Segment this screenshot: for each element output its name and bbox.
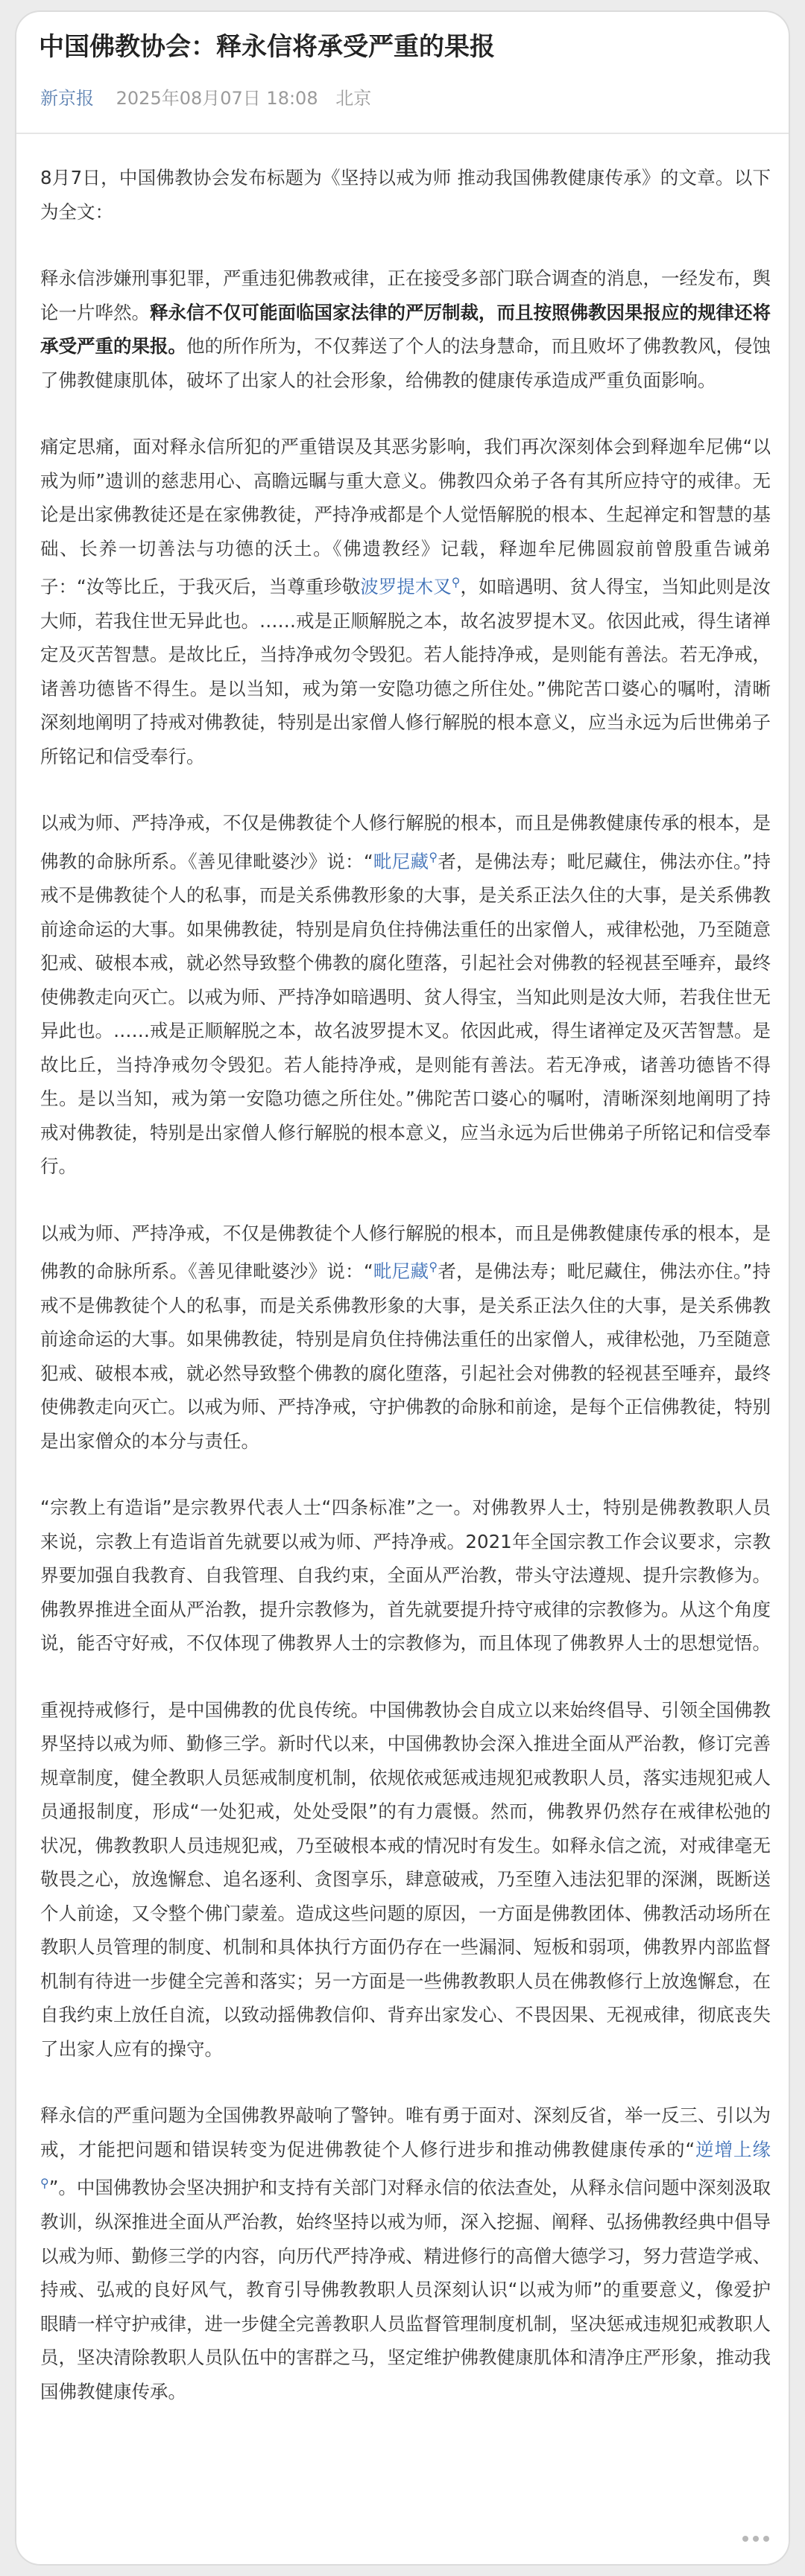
paragraph-6: “宗教上有造诣”是宗教界代表人士“四条标准”之一。对佛教界人士，特别是佛教教职人员来说，宗教上有造诣首先就要以戒为师、严持净戒。2021年全国宗教工作会议要求，宗教界要加强自我教育、自我管理、自我约束，全面从严治教，带头守法遵规、提升宗教修为。佛教界推进全面从严治教，提升宗教修为，首先就要提升持守戒律的宗教修为。从这个角度说，能否守好戒，不仅体现了佛教界人士的宗教修为，而且体现了佛教界人士的思想觉悟。	[40, 1497, 771, 1655]
dot-icon	[753, 2536, 759, 2542]
divider	[16, 133, 789, 134]
paragraph-7: 重视持戒修行，是中国佛教的优良传统。中国佛教协会自成立以来始终倡导、引领全国佛教界坚持以戒为师、勤修三学。新时代以来，中国佛教协会深入推进全面从严治教，修订完善规章制度，健全教职人员惩戒制度机制，依规依戒惩戒违规犯戒教职人员，落实违规犯戒人员通报制度，形成“一处犯戒，处处受限”的有力震慑。然而，佛教界仍然存在戒律松弛的状况，佛教教职人员违规犯戒，乃至破根本戒的情况时有发生。如释永信之流，对戒律毫无敬畏之心，放逸懈怠、追名逐利、贪图享乐，肆意破戒，乃至堕入违法犯罪的深渊，既断送个人前途，又令整个佛门蒙羞。造成这些问题的原因，一方面是佛教团体、佛教活动场所在教职人员管理的制度、机制和具体执行方面仍存在一些漏洞、短板和弱项，佛教界内部监督机制有待进一步健全完善和落实；另一方面是一些佛教教职人员在佛教修行上放逸懈怠，在自我约束上放任自流，以致动摇佛教信仰、背弃出家发心、不畏因果、无视戒律，彻底丧失了出家人应有的操守。	[40, 1698, 771, 2060]
term-link-nizengshangyuan[interactable]: 逆增上缘	[695, 2138, 771, 2160]
paragraph-2: 释永信涉嫌刑事犯罪，严重违犯佛教戒律，正在接受多部门联合调查的消息，一经发布，舆论一片哗然。释永信不仅可能面临国家法律的严厉制裁，而且按照佛教因果报应的规律还将承受严重的果报。他的所作所为，不仅葬送了个人的法身慧命，而且败坏了佛教教风，侵蚀了佛教健康肌体，破坏了出家人的社会形象，给佛教的健康传承造成严重负面影响。	[40, 267, 771, 391]
paragraph-1: 8月7日，中国佛教协会发布标题为《坚持以戒为师 推动我国佛教健康传承》的文章。以下为全文：	[40, 167, 771, 223]
paragraph-5: 以戒为师、严持净戒，不仅是佛教徒个人修行解脱的根本，而且是佛教健康传承的根本，是佛教的命脉所系。《善见律毗婆沙》说：“毗尼藏⚲者，是佛法寿；毗尼藏住，佛法亦住。”持戒不是佛教徒个人的私事，而是关系佛教形象的大事，是关系正法久住的大事，是关系佛教前途命运的大事。如果佛教徒，特别是肩负住持佛法重任的出家僧人，戒律松弛，乃至随意犯戒、破根本戒，就必然导致整个佛教的腐化堕落，引起社会对佛教的轻视甚至唾弃，最终使佛教走向灭亡。以戒为师、严持净戒，守护佛教的命脉和前途，是每个正信佛教徒，特别是出家僧众的本分与责任。	[40, 1222, 771, 1452]
source-link[interactable]: 新京报	[40, 88, 94, 109]
dot-icon	[763, 2536, 769, 2542]
search-icon: ⚲	[451, 575, 461, 589]
article-title: 中国佛教协会：释永信将承受严重的果报	[39, 32, 495, 62]
search-icon: ⚲	[429, 1260, 438, 1275]
emphasis-text: 释永信不仅可能面临国家法律的严厉制裁，而且按照佛教因果报应的规律还将承受严重的果报。	[40, 301, 771, 357]
article-card	[15, 10, 790, 2566]
more-options-button[interactable]	[698, 2525, 769, 2552]
term-link-pinizang[interactable]: 毗尼藏	[373, 1260, 429, 1283]
paragraph-8: 释永信的严重问题为全国佛教界敲响了警钟。唯有勇于面对、深刻反省，举一反三、引以为戒，才能把问题和错误转变为促进佛教徒个人修行进步和推动佛教健康传承的“逆增上缘⚲”。中国佛教协会坚决拥护和支持有关部门对释永信的依法查处，从释永信问题中深刻汲取教训，纵深推进全面从严治教，始终坚持以戒为师，深入挖掘、阐释、弘扬佛教经典中倡导以戒为师、勤修三学的内容，向历代严持净戒、精进修行的高僧大德学习，努力营造学戒、持戒、弘戒的良好风气，教育引导佛教教职人员深刻认识“以戒为师”的重要意义，像爱护眼睛一样守护戒律，进一步健全完善教职人员监督管理制度机制，坚决惩戒违规犯戒教职人员，坚决清除教职人员队伍中的害群之马，坚定维护佛教健康肌体和清净庄严形象，推动我国佛教健康传承。	[40, 2104, 771, 2402]
article-meta	[40, 83, 371, 110]
publish-location: 北京	[335, 88, 372, 109]
dot-icon	[742, 2536, 748, 2542]
article-body	[40, 161, 771, 2441]
publish-time: 2025年08月07日 18:08	[116, 88, 318, 109]
search-icon: ⚲	[40, 2176, 49, 2191]
paragraph-4: 以戒为师、严持净戒，不仅是佛教徒个人修行解脱的根本，而且是佛教健康传承的根本，是佛教的命脉所系。《善见律毗婆沙》说：“毗尼藏⚲者，是佛法寿；毗尼藏住，佛法亦住。”持戒不是佛教徒个人的私事，而是关系佛教形象的大事，是关系正法久住的大事，是关系佛教前途命运的大事。如果佛教徒，特别是肩负住持佛法重任的出家僧人，戒律松弛，乃至随意犯戒、破根本戒，就必然导致整个佛教的腐化堕落，引起社会对佛教的轻视甚至唾弃，最终使佛教走向灭亡。以戒为师、严持净如暗遇明、贫人得宝，当知此则是汝大师，若我住世无异此也。……戒是正顺解脱之本，故名波罗提木叉。依因此戒，得生诸禅定及灭苦智慧。是故比丘，当持净戒勿令毁犯。若人能持净戒，是则能有善法。若无净戒，诸善功德皆不得生。是以当知，戒为第一安隐功德之所住处。”佛陀苦口婆心的嘱咐，清晰深刻地阐明了持戒对佛教徒，特别是出家僧人修行解脱的根本意义，应当永远为后世佛弟子所铭记和信受奉行。	[40, 812, 771, 1178]
search-icon: ⚲	[429, 849, 438, 864]
term-link-pinizang[interactable]: 毗尼藏	[373, 850, 429, 872]
paragraph-3: 痛定思痛，面对释永信所犯的严重错误及其恶劣影响，我们再次深刻体会到释迦牟尼佛“以戒为师”遗训的慈悲用心、高瞻远瞩与重大意义。佛教四众弟子各有其所应持守的戒律。无论是出家佛教徒还是在家佛教徒，严持净戒都是个人觉悟解脱的根本、生起禅定和智慧的基础、长养一切善法与功德的沃土。《佛遗教经》记载，释迦牟尼佛圆寂前曾殷重告诫弟子：“汝等比丘，于我灭后，当尊重珍敬波罗提木叉⚲，如暗遇明、贫人得宝，当知此则是汝大师，若我住世无异此也。……戒是正顺解脱之本，故名波罗提木叉。依因此戒，得生诸禅定及灭苦智慧。是故比丘，当持净戒勿令毁犯。若人能持净戒，是则能有善法。若无净戒，诸善功德皆不得生。是以当知，戒为第一安隐功德之所住处。”佛陀苦口婆心的嘱咐，清晰深刻地阐明了持戒对佛教徒，特别是出家僧人修行解脱的根本意义，应当永远为后世佛弟子所铭记和信受奉行。	[40, 436, 771, 767]
term-link-boluotimucha[interactable]: 波罗提木叉	[360, 576, 452, 598]
